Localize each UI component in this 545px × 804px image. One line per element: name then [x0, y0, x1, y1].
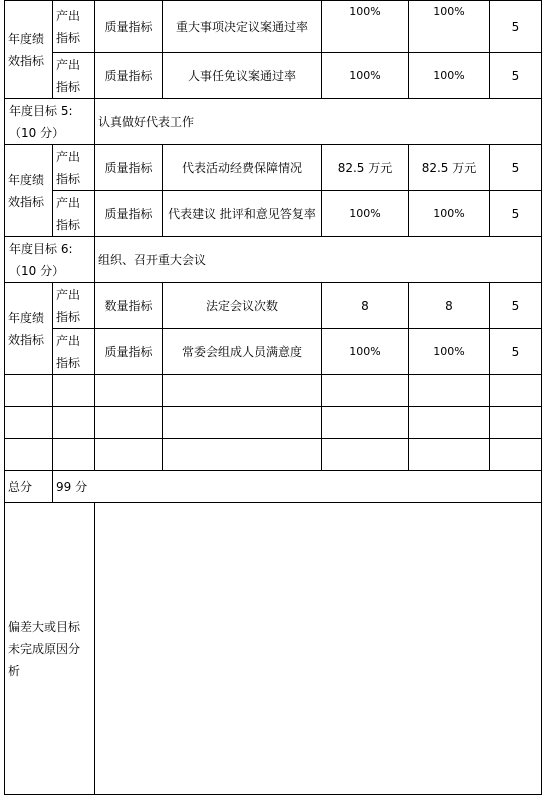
target-value-cell: 100% — [322, 53, 409, 99]
goal-6-text: 组织、召开重大会议 — [95, 237, 542, 283]
metric-name-cell: 代表活动经费保障情况 — [163, 145, 322, 191]
metric-type-cell: 数量指标 — [95, 283, 163, 329]
target-value-cell: 8 — [322, 283, 409, 329]
empty-cell — [95, 375, 163, 407]
metric-name-cell: 人事任免议案通过率 — [163, 53, 322, 99]
actual-value-cell: 82.5 万元 — [409, 145, 490, 191]
empty-cell — [53, 375, 95, 407]
empty-cell — [95, 407, 163, 439]
analysis-content[interactable] — [95, 503, 542, 795]
empty-cell — [490, 407, 542, 439]
metric-name-cell: 代表建议 批评和意见答复率 — [163, 191, 322, 237]
score-cell: 5 — [490, 191, 542, 237]
metric-name-cell: 重大事项决定议案通过率 — [163, 1, 322, 53]
actual-value-cell: 100% — [409, 329, 490, 375]
goal-6-points: （10 分） — [9, 263, 65, 278]
empty-cell — [163, 439, 322, 471]
empty-cell — [5, 407, 53, 439]
metric-name-cell: 常委会组成人员满意度 — [163, 329, 322, 375]
empty-cell — [409, 375, 490, 407]
goal-5-text: 认真做好代表工作 — [95, 99, 542, 145]
total-label: 总分 — [5, 471, 53, 503]
goal-6-label — [5, 237, 95, 283]
subtype-cell: 产出指标 — [53, 191, 95, 237]
empty-cell — [409, 407, 490, 439]
metric-type-cell: 质量指标 — [95, 145, 163, 191]
goal-5-points: （10 分） — [9, 125, 65, 140]
empty-cell — [409, 439, 490, 471]
target-value-cell: 82.5 万元 — [322, 145, 409, 191]
actual-value-cell: 100% — [409, 191, 490, 237]
goal-5-title: 年度目标 5: — [9, 103, 73, 118]
score-cell: 5 — [490, 329, 542, 375]
empty-cell — [53, 407, 95, 439]
subtype-cell: 产出指标 — [53, 329, 95, 375]
actual-value-cell: 100% — [409, 1, 490, 53]
metric-type-cell: 质量指标 — [95, 329, 163, 375]
subtype-cell: 产出指标 — [53, 1, 95, 53]
total-value: 99 分 — [53, 471, 542, 503]
empty-cell — [5, 439, 53, 471]
metric-type-cell: 质量指标 — [95, 1, 163, 53]
performance-table — [4, 0, 542, 795]
subtype-cell: 产出指标 — [53, 283, 95, 329]
score-cell: 5 — [490, 1, 542, 53]
category-cell: 年度绩效指标 — [5, 1, 53, 99]
empty-cell — [163, 407, 322, 439]
subtype-cell: 产出指标 — [53, 145, 95, 191]
target-value-cell: 100% — [322, 1, 409, 53]
target-value-cell: 100% — [322, 329, 409, 375]
metric-name-cell: 法定会议次数 — [163, 283, 322, 329]
empty-cell — [95, 439, 163, 471]
category-cell: 年度绩效指标 — [5, 283, 53, 375]
score-cell: 5 — [490, 53, 542, 99]
metric-type-cell: 质量指标 — [95, 191, 163, 237]
empty-cell — [490, 375, 542, 407]
empty-cell — [322, 375, 409, 407]
category-cell: 年度绩效指标 — [5, 145, 53, 237]
empty-cell — [490, 439, 542, 471]
empty-cell — [322, 439, 409, 471]
empty-cell — [53, 439, 95, 471]
empty-cell — [163, 375, 322, 407]
score-cell: 5 — [490, 283, 542, 329]
empty-cell — [322, 407, 409, 439]
metric-type-cell: 质量指标 — [95, 53, 163, 99]
score-cell: 5 — [490, 145, 542, 191]
actual-value-cell: 100% — [409, 53, 490, 99]
actual-value-cell: 8 — [409, 283, 490, 329]
analysis-label: 偏差大或目标未完成原因分析 — [5, 503, 95, 795]
goal-5-label — [5, 99, 95, 145]
target-value-cell: 100% — [322, 191, 409, 237]
subtype-cell: 产出指标 — [53, 53, 95, 99]
empty-cell — [5, 375, 53, 407]
goal-6-title: 年度目标 6: — [9, 241, 73, 256]
